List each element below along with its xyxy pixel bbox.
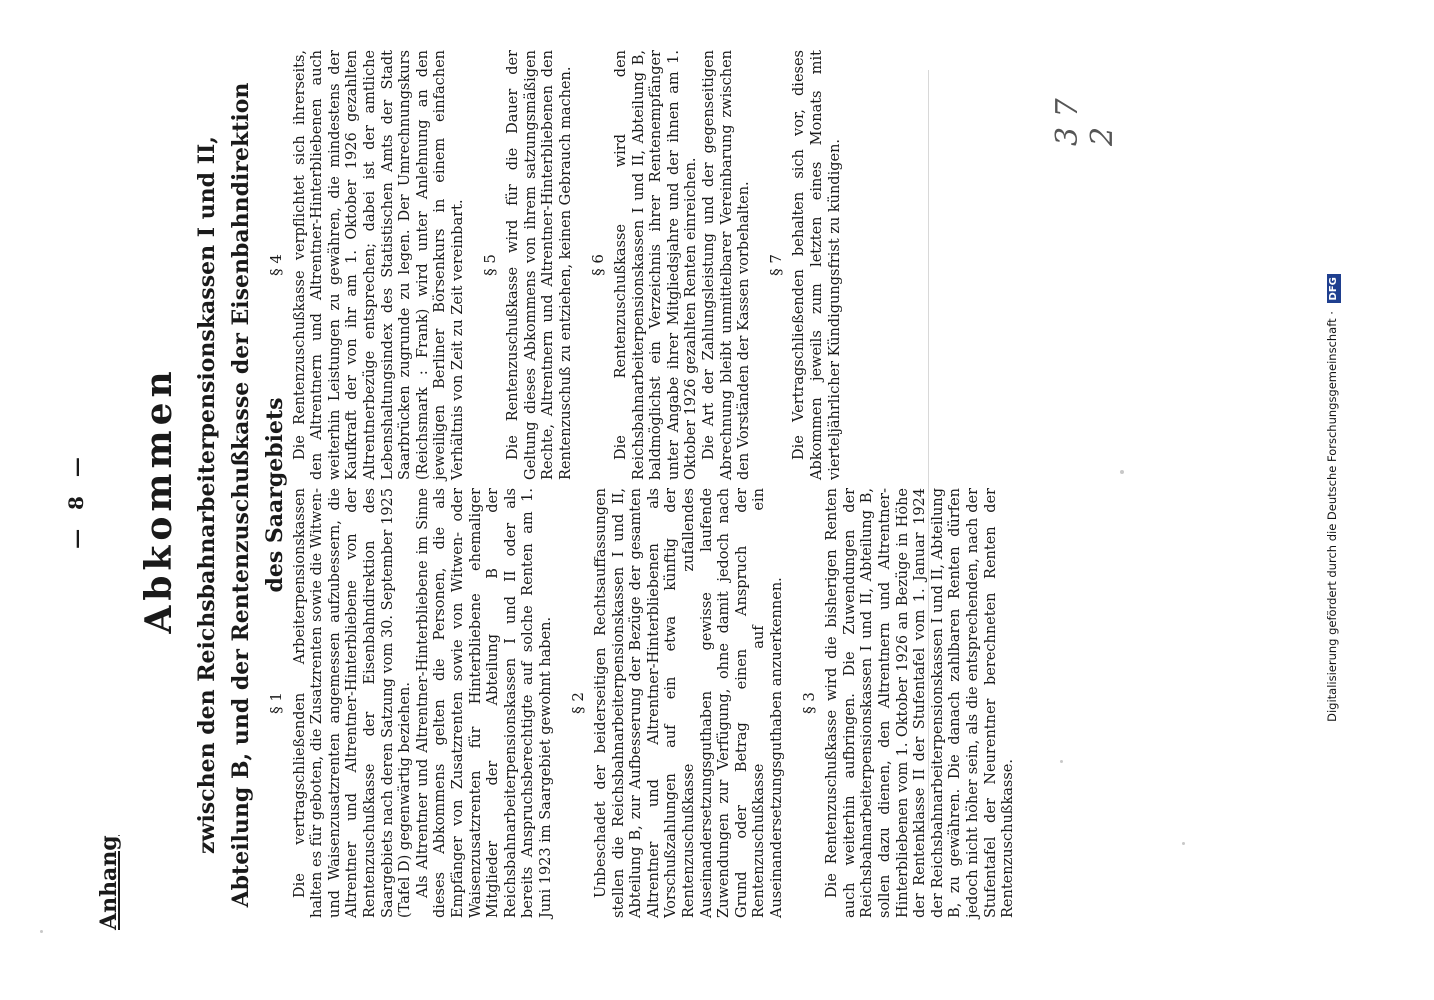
scan-speck xyxy=(1060,760,1063,763)
scan-speck xyxy=(40,930,43,933)
section-heading-7: § 7 xyxy=(766,254,785,276)
page-number: — 8 — xyxy=(64,451,88,549)
dfg-credit: Digitalisierung gefördert durch die Deutsche Forschungsgemeinschaft · DFG xyxy=(1325,0,1351,998)
section-heading-5: § 5 xyxy=(480,254,499,276)
right-column xyxy=(262,50,844,480)
section-heading-1: § 1 xyxy=(267,692,285,714)
section-7-paragraph-1: Die Vertragschließenden behalten sich vor, dieses Abkommen jeweils zum letzten eines Monats mit vierteljährlicher Kündigungsfrist zu kündigen. xyxy=(791,50,843,480)
dfg-logo: DFG xyxy=(1327,274,1341,303)
section-6-paragraph-2: Die Art der Zahlungsleistung und der gegenseitigen Abrechnung bleibt unmittelbarer Vereinbarung zwischen den Vorständen der Kassen vorbehalten. xyxy=(701,50,753,480)
archive-mark: 3 7 2 xyxy=(1050,98,1120,146)
scan-speck xyxy=(1120,470,1124,474)
section-5-paragraph-1: Die Rentenzuschußkasse wird für die Dauer der Geltung dieses Abkommens von ihrem satzungsmäßigen Rechte, Altrentnern und Altrentner-Hinterbliebenen den Rentenzuschuß zu entziehen, keinen Gebrauch machen. xyxy=(505,50,574,480)
section-6-paragraph-1: Die Rentenzuschußkasse wird den Reichsbahnarbeiterpensionskassen I und II, Abteilung B, baldmöglichst ein Verzeichnis ihrer Rentenempfänger unter Angabe ihrer Mitgliedsjahre und der ihnen am 1. Oktober 1926 gezahlten Renten einreichen. xyxy=(613,50,700,480)
left-column xyxy=(262,488,1018,918)
section-4-paragraph-1: Die Rentenzuschußkasse verpflichtet sich ihrerseits, den Altrentnern und Altrentner-Hinterbliebenen auch weiterhin Leistungen zu gewähren, die mindestens der Kaufkraft der von ihr am 1. Oktober 1926 gezahlten Altrentnerbezüge entsprechen; dabei ist der amtliche Lebenshaltungsindex des Statistischen Amts der Stadt Saarbrücken zugrunde zu legen. Der Umrechnungskurs (Reichsmark : Frank) wird unter Anlehnung an den jeweiligen Berliner Börsenkurs in einem einfachen Verhältnis von Zeit zu Zeit vereinbart. xyxy=(291,50,466,480)
section-3-paragraph-1: Die Rentenzuschußkasse wird die bisherigen Renten auch weiterhin aufbringen. Die Zuwendungen der Reichsbahnarbeiterpensionskassen I und II, Abteilung B, sollen dazu dienen, den Altrentnern und Altrentner-Hinterbliebenen vom 1. Oktober 1926 an Bezüge in Höhe der Rentenklasse II der Stufentafel vom 1. Januar 1924 der Reichsbahnarbeiterpensionskassen I und II, Abteilung B, zu gewähren. Die danach zahlbaren Renten dürfen jedoch nicht höher sein, als die entsprechenden, nach der Stufentafel der Neurentner berechneten Renten der Rentenzuschußkasse. xyxy=(824,488,1017,918)
document-title: Abkommen xyxy=(138,366,180,634)
section-1-paragraph-2: Als Altrentner und Altrentner-Hinterbliebene im Sinne dieses Abkommens gelten die Personen, die als Empfänger von Zusatzrenten sowie von Witwen- oder Waisenzusatzrenten für Hinterbliebene ehemaliger Mitglieder der Abteilung B der Reichsbahnarbeiterpensionskassen I und II oder als bereits Anspruchsberechtigte auf solche Renten am 1. Juni 1923 im Saargebiet gewohnt haben. xyxy=(414,488,554,918)
scan-edge-line xyxy=(928,70,929,830)
section-heading-4: § 4 xyxy=(267,254,285,276)
section-heading-6: § 6 xyxy=(588,254,607,276)
document-subtitle: zwischen den Reichsbahnarbeiterpensionskassen I und II, Abteilung B, und der Rentenzuschußkasse der Eisenbahndirektion des Saargebiets xyxy=(194,82,288,908)
section-2-paragraph-1: Unbeschadet der beiderseitigen Rechtsauffassungen stellen die Reichsbahnarbeiterpensionskassen I und II, Abteilung B, zur Aufbesserung der Bezüge der gesamten Altrentner und Altrentner-Hinterbliebenen als Vorschußzahlungen auf ein etwa künftig der Rentenzuschußkasse zufallendes Auseinandersetzungsguthaben gewisse laufende Zuwendungen zur Verfügung, ohne damit jedoch nach Grund oder Betrag einen Anspruch der Rentenzuschußkasse auf ein Auseinandersetzungsguthaben anzuerkennen. xyxy=(593,488,786,918)
section-1-paragraph-1: Die vertragschließenden Arbeiterpensionskassen halten es für geboten, die Zusatzrenten sowie die Witwen- und Waisenzusatzrenten angemessen aufzubessern, die Altrentner und Altrentner-Hinterbliebene von der Rentenzuschußkasse der Eisenbahndirektion des Saargebiets nach deren Satzung vom 30. September 1925 (Tafel D) gegenwärtig beziehen. xyxy=(291,488,414,918)
scan-speck xyxy=(1182,842,1185,845)
appendix-label: Anhang xyxy=(96,835,122,930)
section-heading-2: § 2 xyxy=(568,692,587,714)
section-heading-3: § 3 xyxy=(799,692,818,714)
dfg-credit-text: Digitalisierung gefördert durch die Deutsche Forschungsgemeinschaft xyxy=(1325,318,1339,722)
